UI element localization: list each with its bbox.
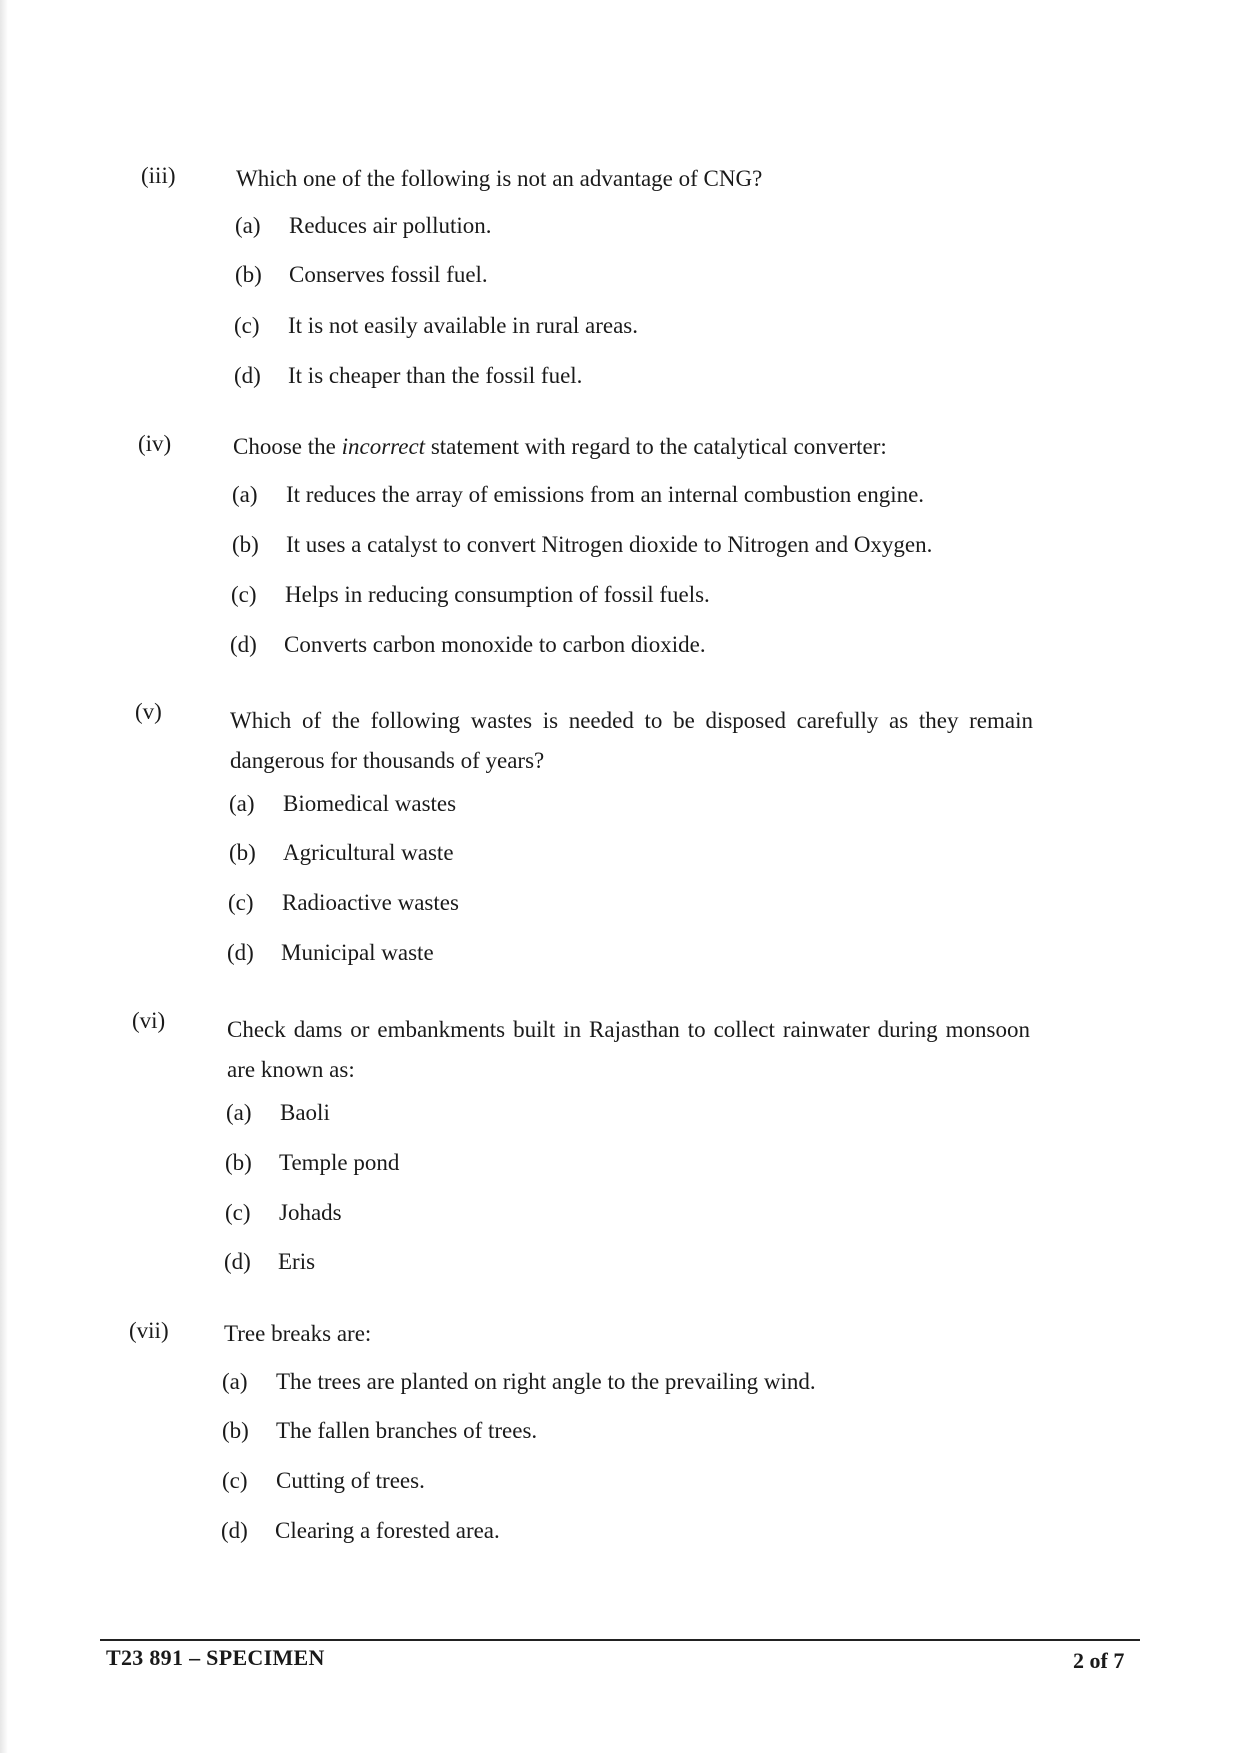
option-label: (a) — [235, 213, 261, 238]
question-text: Tree breaks are: — [224, 1321, 372, 1346]
question-number: (vii) — [129, 1318, 169, 1343]
option-label: (a) — [229, 791, 255, 816]
option-label: (d) — [234, 363, 261, 388]
option-text: Clearing a forested area. — [275, 1518, 500, 1543]
question-number: (iv) — [138, 431, 172, 456]
option-label: (b) — [222, 1418, 249, 1443]
option-label: (b) — [229, 840, 256, 865]
option-label: (c) — [231, 582, 257, 607]
option-text: It reduces the array of emissions from an internal combustion engine. — [286, 482, 925, 507]
option-text: Reduces air pollution. — [289, 213, 492, 238]
option-text: Municipal waste — [281, 940, 434, 965]
option-label: (a) — [226, 1100, 252, 1125]
question-text-emphasis: incorrect — [341, 434, 426, 459]
option-text: It is not easily available in rural areas. — [288, 313, 638, 338]
question-text: Which of the following wastes is needed to be disposed carefully as they remain dangerous for thousands of years? — [230, 708, 1033, 773]
question-text — [233, 433, 887, 461]
option-label: (c) — [234, 313, 260, 338]
option-label: (d) — [221, 1518, 248, 1543]
option-text: Converts carbon monoxide to carbon dioxide. — [284, 632, 706, 657]
option-text: The trees are planted on right angle to the prevailing wind. — [276, 1369, 816, 1394]
page-number: 2 of 7 — [1073, 1648, 1125, 1673]
option-label: (d) — [230, 632, 257, 657]
option-text: Biomedical wastes — [283, 791, 457, 816]
page-edge-shadow — [0, 0, 8, 1753]
question-text-start: Choose the — [233, 434, 342, 459]
option-label: (b) — [232, 532, 259, 557]
question-text: Which one of the following is not an advantage of CNG? — [236, 166, 763, 191]
option-text: Conserves fossil fuel. — [289, 262, 488, 287]
option-label: (c) — [222, 1468, 248, 1493]
option-text: Johads — [279, 1200, 342, 1225]
option-text: Cutting of trees. — [276, 1468, 425, 1493]
option-text: Eris — [278, 1249, 316, 1274]
option-text: Temple pond — [279, 1150, 400, 1175]
question-text-end: statement with regard to the catalytical converter: — [425, 434, 887, 459]
option-label: (c) — [225, 1200, 251, 1225]
option-text: Baoli — [280, 1100, 330, 1125]
option-label: (b) — [235, 262, 262, 287]
question-text: Check dams or embankments built in Rajasthan to collect rainwater during monsoon are known as: — [227, 1017, 1030, 1082]
option-label: (d) — [224, 1249, 251, 1274]
paper-code: T23 891 – SPECIMEN — [106, 1645, 325, 1670]
option-text: It uses a catalyst to convert Nitrogen dioxide to Nitrogen and Oxygen. — [286, 532, 933, 557]
option-label: (a) — [232, 482, 258, 507]
option-text: Helps in reducing consumption of fossil fuels. — [285, 582, 710, 607]
option-text: It is cheaper than the fossil fuel. — [288, 363, 583, 388]
question-number: (iii) — [141, 163, 176, 188]
option-text: The fallen branches of trees. — [276, 1418, 538, 1443]
footer-divider — [100, 1639, 1140, 1641]
option-label: (a) — [222, 1369, 248, 1394]
option-text: Agricultural waste — [283, 840, 454, 865]
question-number: (vi) — [132, 1008, 166, 1033]
option-label: (b) — [225, 1150, 252, 1175]
question-number: (v) — [135, 699, 162, 724]
option-label: (d) — [227, 940, 254, 965]
option-text: Radioactive wastes — [282, 890, 459, 915]
option-label: (c) — [228, 890, 254, 915]
